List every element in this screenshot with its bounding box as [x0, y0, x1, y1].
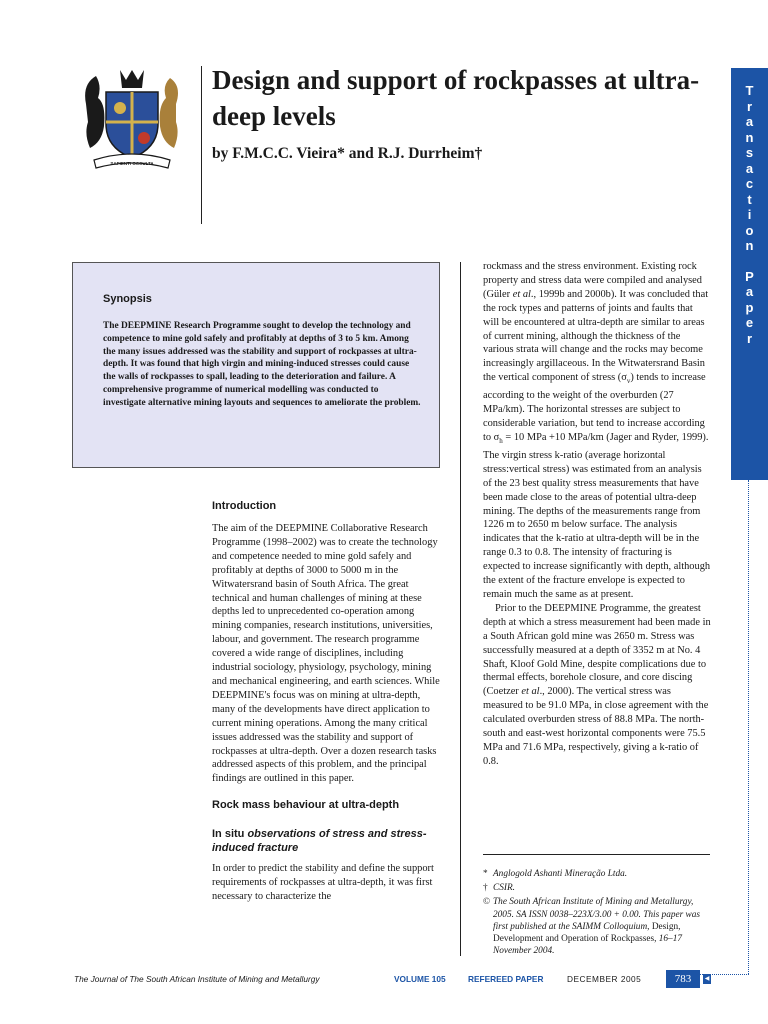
- article-title: Design and support of rockpasses at ultra-deep levels: [212, 65, 700, 131]
- synopsis-text: The DEEPMINE Research Programme sought to develop the technology and competence to mine gold safely and profitably at depths of 3 to 5 km. Among the many issues addressed was the stability and support of rockpasses at ultra-depth. It was found that high virgin and mining-induced stresses could cause the walls of rockpasses to spall, leading to the deterioration and failure. A comprehensive programme of numerical modelling was conducted to investigate alternative mining layouts and sequences to ameliorate the problem.: [103, 321, 421, 408]
- footnote-text: CSIR.: [493, 883, 515, 894]
- deepmine-paragraph: [483, 602, 711, 769]
- footnote-mark: *: [483, 869, 488, 879]
- refereed-paper-label: REFEREED PAPER: [468, 974, 544, 984]
- column-divider: [460, 262, 461, 956]
- synopsis-heading: Synopsis: [103, 293, 152, 305]
- subscript: v: [626, 377, 631, 386]
- in-situ-subheading: [212, 827, 440, 855]
- subheading-lead: In situ: [212, 828, 248, 841]
- footnotes: [483, 868, 711, 959]
- introduction-paragraph: The aim of the DEEPMINE Collaborative Research Programme (1998–2002) was to create the technology and competence needed to mine gold safely and profitably at depths of 3000 to 5000 m in the Witwatersrand basin of South Africa. The great technical and human challenges of mining at these depths led to unprecedented co-operation among mining companies, research institutions, universities, labour, and government. The research programme covered a wide range of disciplines, including industrial sociology, physiology, psychology, mining and mechanical engineering, and earth sciences. While DEEPMINE's focus was on mining at ultra-depth, many of the developments have direct application to current mining operations. Among the many critical issues addressed was the stability and support of rockpasses at ultra-depth. Over a dozen research tasks addressed aspects of this problem, and the principal findings are outlined in this paper.: [212, 523, 440, 785]
- text-run: = 10 MPa +10 MPa/km (Jager and Ryder, 1999). The virgin stress k-ratio (average horizontal stress:vertical stress) was estimated from an analysis of the 23 best quality stress measurements that have been made close to the areas of potential ultra-deep mining. The depths of the measurements range from 1226 m to 2650 m below surface. The analysis indicates that the k-ratio at ultra-depth will be in the range 0.3 to 0.8. The intensity of fracturing is expected to increase significantly with depth, although the extent of the fracture envelope is expected to remain much the same as at present.: [483, 431, 711, 600]
- tab-letter: a: [745, 114, 754, 129]
- text-run: ) tends to increase according to the weight of the overburden (27 MPa/km). The horizontal stresses are subject to considerable variation, but tend to increase according to σ: [483, 372, 706, 443]
- text-run-italic: et al: [521, 686, 540, 698]
- subscript: h: [499, 437, 503, 446]
- issue-date: DECEMBER 2005: [567, 974, 642, 984]
- title-divider: [201, 66, 202, 224]
- footnote-copyright: [483, 896, 711, 957]
- transaction-paper-tab: [731, 68, 768, 480]
- footnote-affiliation-2: [483, 882, 711, 894]
- left-column: [212, 500, 440, 904]
- page-marker-icon: ◀: [704, 976, 710, 982]
- dotted-guide-vertical: [748, 480, 749, 974]
- subheading-italic: observations of stress and stress-induced fracture: [212, 828, 427, 855]
- tab-letter: a: [745, 160, 754, 176]
- volume-label: VOLUME 105: [394, 974, 446, 984]
- footnote-text: 16–17 November 2004.: [493, 934, 683, 957]
- footnote-mark: †: [483, 883, 488, 894]
- tab-letter: s: [745, 145, 754, 160]
- footnote-affiliation-1: [483, 868, 711, 880]
- right-column: [483, 260, 711, 769]
- tab-letter: e: [745, 315, 754, 330]
- rock-mass-heading: Rock mass behaviour at ultra-depth: [212, 799, 400, 812]
- tab-letter: c: [745, 176, 754, 191]
- tab-letter: a: [745, 284, 754, 299]
- footnote-mark: ©: [483, 897, 491, 908]
- author-byline: by F.M.C.C. Vieira* and R.J. Durrheim†: [212, 145, 483, 162]
- footnote-divider: [483, 854, 710, 855]
- tab-letter: T: [745, 83, 754, 98]
- footnote-text: The South African Institute of Mining and Metallurgy, 2005. SA ISSN 0038–223X/3.00 + 0.00. This paper was first published at the SAIMM Colloquium,: [493, 897, 701, 932]
- saimm-crest-logo: [76, 64, 188, 176]
- tab-letter: t: [747, 191, 752, 207]
- tab-letter: r: [746, 98, 753, 114]
- synopsis-box: [72, 262, 440, 468]
- text-run: Prior to the DEEPMINE Programme, the greatest depth at which a stress measurement had been made in a South African gold mine was 2650 m. Stress was successfully measured at a depth of 3352 m at No. 4 Shaft, Kloof Gold Mine, despite complications due to thermal effects, borehole closure, and core discing (Coetzer: [483, 602, 711, 698]
- footnote-text: Anglogold Ashanti Mineração Ltda.: [493, 869, 628, 879]
- tab-letter: P: [745, 268, 754, 284]
- footnote-text-upright: Design, Development and Operation of Rockpasses,: [493, 921, 681, 945]
- introduction-heading: Introduction: [212, 500, 277, 512]
- tab-letter: n: [745, 129, 754, 145]
- tab-letter: o: [745, 222, 754, 238]
- text-run: ., 1999b and 2000b). It was concluded that the rock types and patterns of joints and faults that will be encountered at ultra-depth are similar to areas of current mining, although the thickness of the various strata will change and the rocks may become increasingly argillaceous. In the Witwatersrand Basin the vertical component of stress (σ: [483, 288, 709, 384]
- tab-letter: i: [747, 207, 752, 222]
- text-run: ., 2000). The vertical stress was measured to be 91.0 MPa, in close agreement with the calculated overburden stress of 88.8 MPa. The north-south and east-west horizontal components were 75.5 MPa and 71.6 MPa, respectively, giving a k-ratio of 0.8.: [483, 686, 709, 767]
- rockmass-paragraph: [483, 260, 711, 602]
- text-run: rockmass and the stress environment. Existing rock property and stress data were compiled and analysed (Güler: [483, 261, 702, 300]
- tab-letter: p: [745, 299, 754, 315]
- page-number: 783: [666, 970, 700, 988]
- crest-motto: SAPIENTI OCCULTA: [110, 161, 154, 166]
- tab-letter: n: [745, 238, 754, 253]
- journal-name: The Journal of The South African Institute of Mining and Metallurgy: [74, 974, 320, 984]
- tab-letter: r: [746, 330, 753, 346]
- text-run-italic: et al: [512, 288, 531, 300]
- in-situ-paragraph: In order to predict the stability and define the support requirements of rockpasses at ultra-depth, it was first necessary to characterize the: [212, 863, 434, 903]
